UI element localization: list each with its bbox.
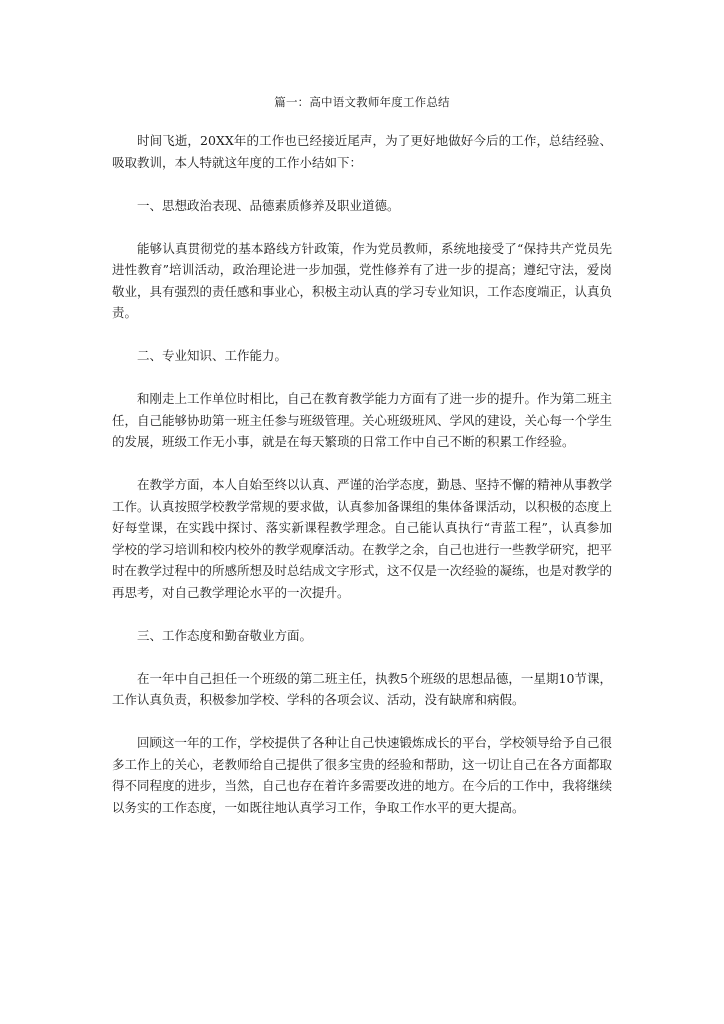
section-1-paragraph: 能够认真贯彻党的基本路线方针政策，作为党员教师，系统地接受了“保持共产党员先进性教育”培训活动，政治理论进一步加强，党性修养有了进一步的提高；遵纪守法，爱岗敬业，具有强烈的责任感和事业心，积极主动认真的学习专业知识，工作态度端正，认真负责。	[112, 240, 613, 320]
conclusion-paragraph: 回顾这一年的工作，学校提供了各种让自己快速锻炼成长的平台，学校领导给予自己很多工作上的关心，老教师给自己提供了很多宝贵的经验和帮助，这一切让自己在各方面都取得不同程度的进步，当然，自己也存在着许多需要改进的地方。在今后的工作中，我将继续以务实的工作态度，一如既往地认真学习工作，争取工作水平的更大提高。	[112, 735, 613, 815]
section-2-paragraph-1: 和刚走上工作单位时相比，自己在教育教学能力方面有了进一步的提升。作为第二班主任，自己能够协助第一班主任参与班级管理。关心班级班风、学风的建设，关心每一个学生的发展，班级工作无小事，就是在每天繁琐的日常工作中自己不断的积累工作经验。	[112, 391, 613, 449]
intro-paragraph: 时间飞逝，20XX年的工作也已经接近尾声，为了更好地做好今后的工作，总结经验、吸取教训，本人特就这年度的工作小结如下：	[112, 133, 612, 170]
section-2-paragraph-2: 在教学方面，本人自始至终以认真、严谨的治学态度，勤恳、坚持不懈的精神从事教学工作。认真按照学校教学常规的要求做，认真参加备课组的集体备课活动，以积极的态度上好每堂课，在实践中探讨、落实新课程教学理念。自己能认真执行“青蓝工程”，认真参加学校的学习培训和校内校外的教学观摩活动。在教学之余，自己也进行一些教学研究，把平时在教学过程中的所感所想及时总结成文字形式，这不仅是一次经验的凝练，也是对教学的再思考，对自己教学理论水平的一次提升。	[112, 477, 613, 600]
section-heading-1: 一、思想政治表现、品德素质修养及职业道德。	[137, 197, 400, 213]
section-heading-3: 三、工作态度和勤奋敬业方面。	[137, 627, 313, 643]
document-title: 篇一：高中语文教师年度工作总结	[274, 95, 450, 109]
document-body	[112, 130, 612, 840]
section-3-paragraph: 在一年中自己担任一个班级的第二班主任，执教5个班级的思想品德，一星期10节课，工作认真负责，积极参加学校、学科的各项会议、活动，没有缺席和病假。	[112, 670, 612, 707]
section-heading-2: 二、专业知识、工作能力。	[137, 348, 288, 363]
